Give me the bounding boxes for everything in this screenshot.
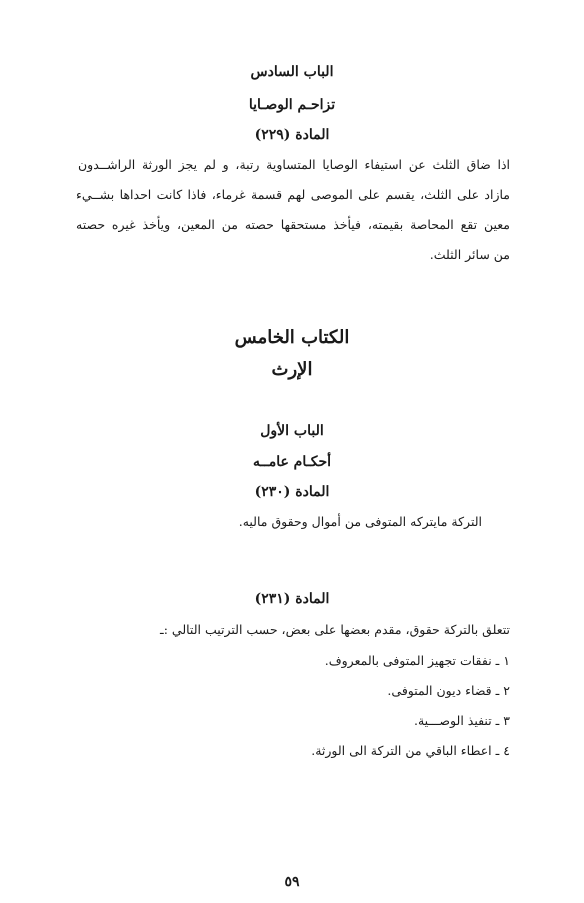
list-item: ١ ـ نفقات تجهيز المتوفى بالمعروف. bbox=[324, 653, 510, 668]
article-heading: المادة (٢٢٩) bbox=[254, 127, 330, 143]
chapter-subtitle: أحكـام عامــه bbox=[252, 454, 331, 470]
chapter-subtitle: تزاحـم الوصـايا bbox=[248, 97, 336, 113]
list-item: ٢ ـ قضاء ديون المتوفى. bbox=[387, 683, 510, 698]
book-subtitle: الإرث bbox=[271, 359, 313, 380]
paragraph-line: التركة مايتركه المتوفى من أموال وحقوق ماليه. bbox=[238, 514, 482, 529]
paragraph-line: مازاد على الثلث، يقسم على الموصى لهم قسمة غرماء، فاذا كانت احداها بشــيء bbox=[76, 187, 510, 202]
page-number: ٥٩ bbox=[284, 874, 300, 890]
article-heading: المادة (٢٣٠) bbox=[254, 484, 330, 500]
chapter-title: الباب الأول bbox=[260, 423, 324, 439]
list-item: ٤ ـ اعطاء الباقي من التركة الى الورثة. bbox=[311, 743, 510, 758]
paragraph-line: اذا ضاق الثلث عن استيفاء الوصايا المتساوية رتبة، و لم يجز الورثة الراشــدون bbox=[78, 157, 510, 172]
book-title: الكتاب الخامس bbox=[234, 327, 350, 348]
paragraph-line: من سائر الثلث. bbox=[429, 247, 510, 262]
paragraph-line: معين تقع المحاصة بقيمته، فيأخذ مستحقها حصته من المعين، ويأخذ غيره حصته bbox=[76, 217, 510, 232]
list-item: ٣ ـ تنفيذ الوصـــية. bbox=[414, 713, 510, 728]
chapter-title: الباب السادس bbox=[250, 64, 334, 80]
paragraph-line: تتعلق بالتركة حقوق، مقدم بعضها على بعض، حسب الترتيب التالي :ـ bbox=[160, 622, 510, 637]
article-heading: المادة (٢٣١) bbox=[254, 591, 330, 607]
